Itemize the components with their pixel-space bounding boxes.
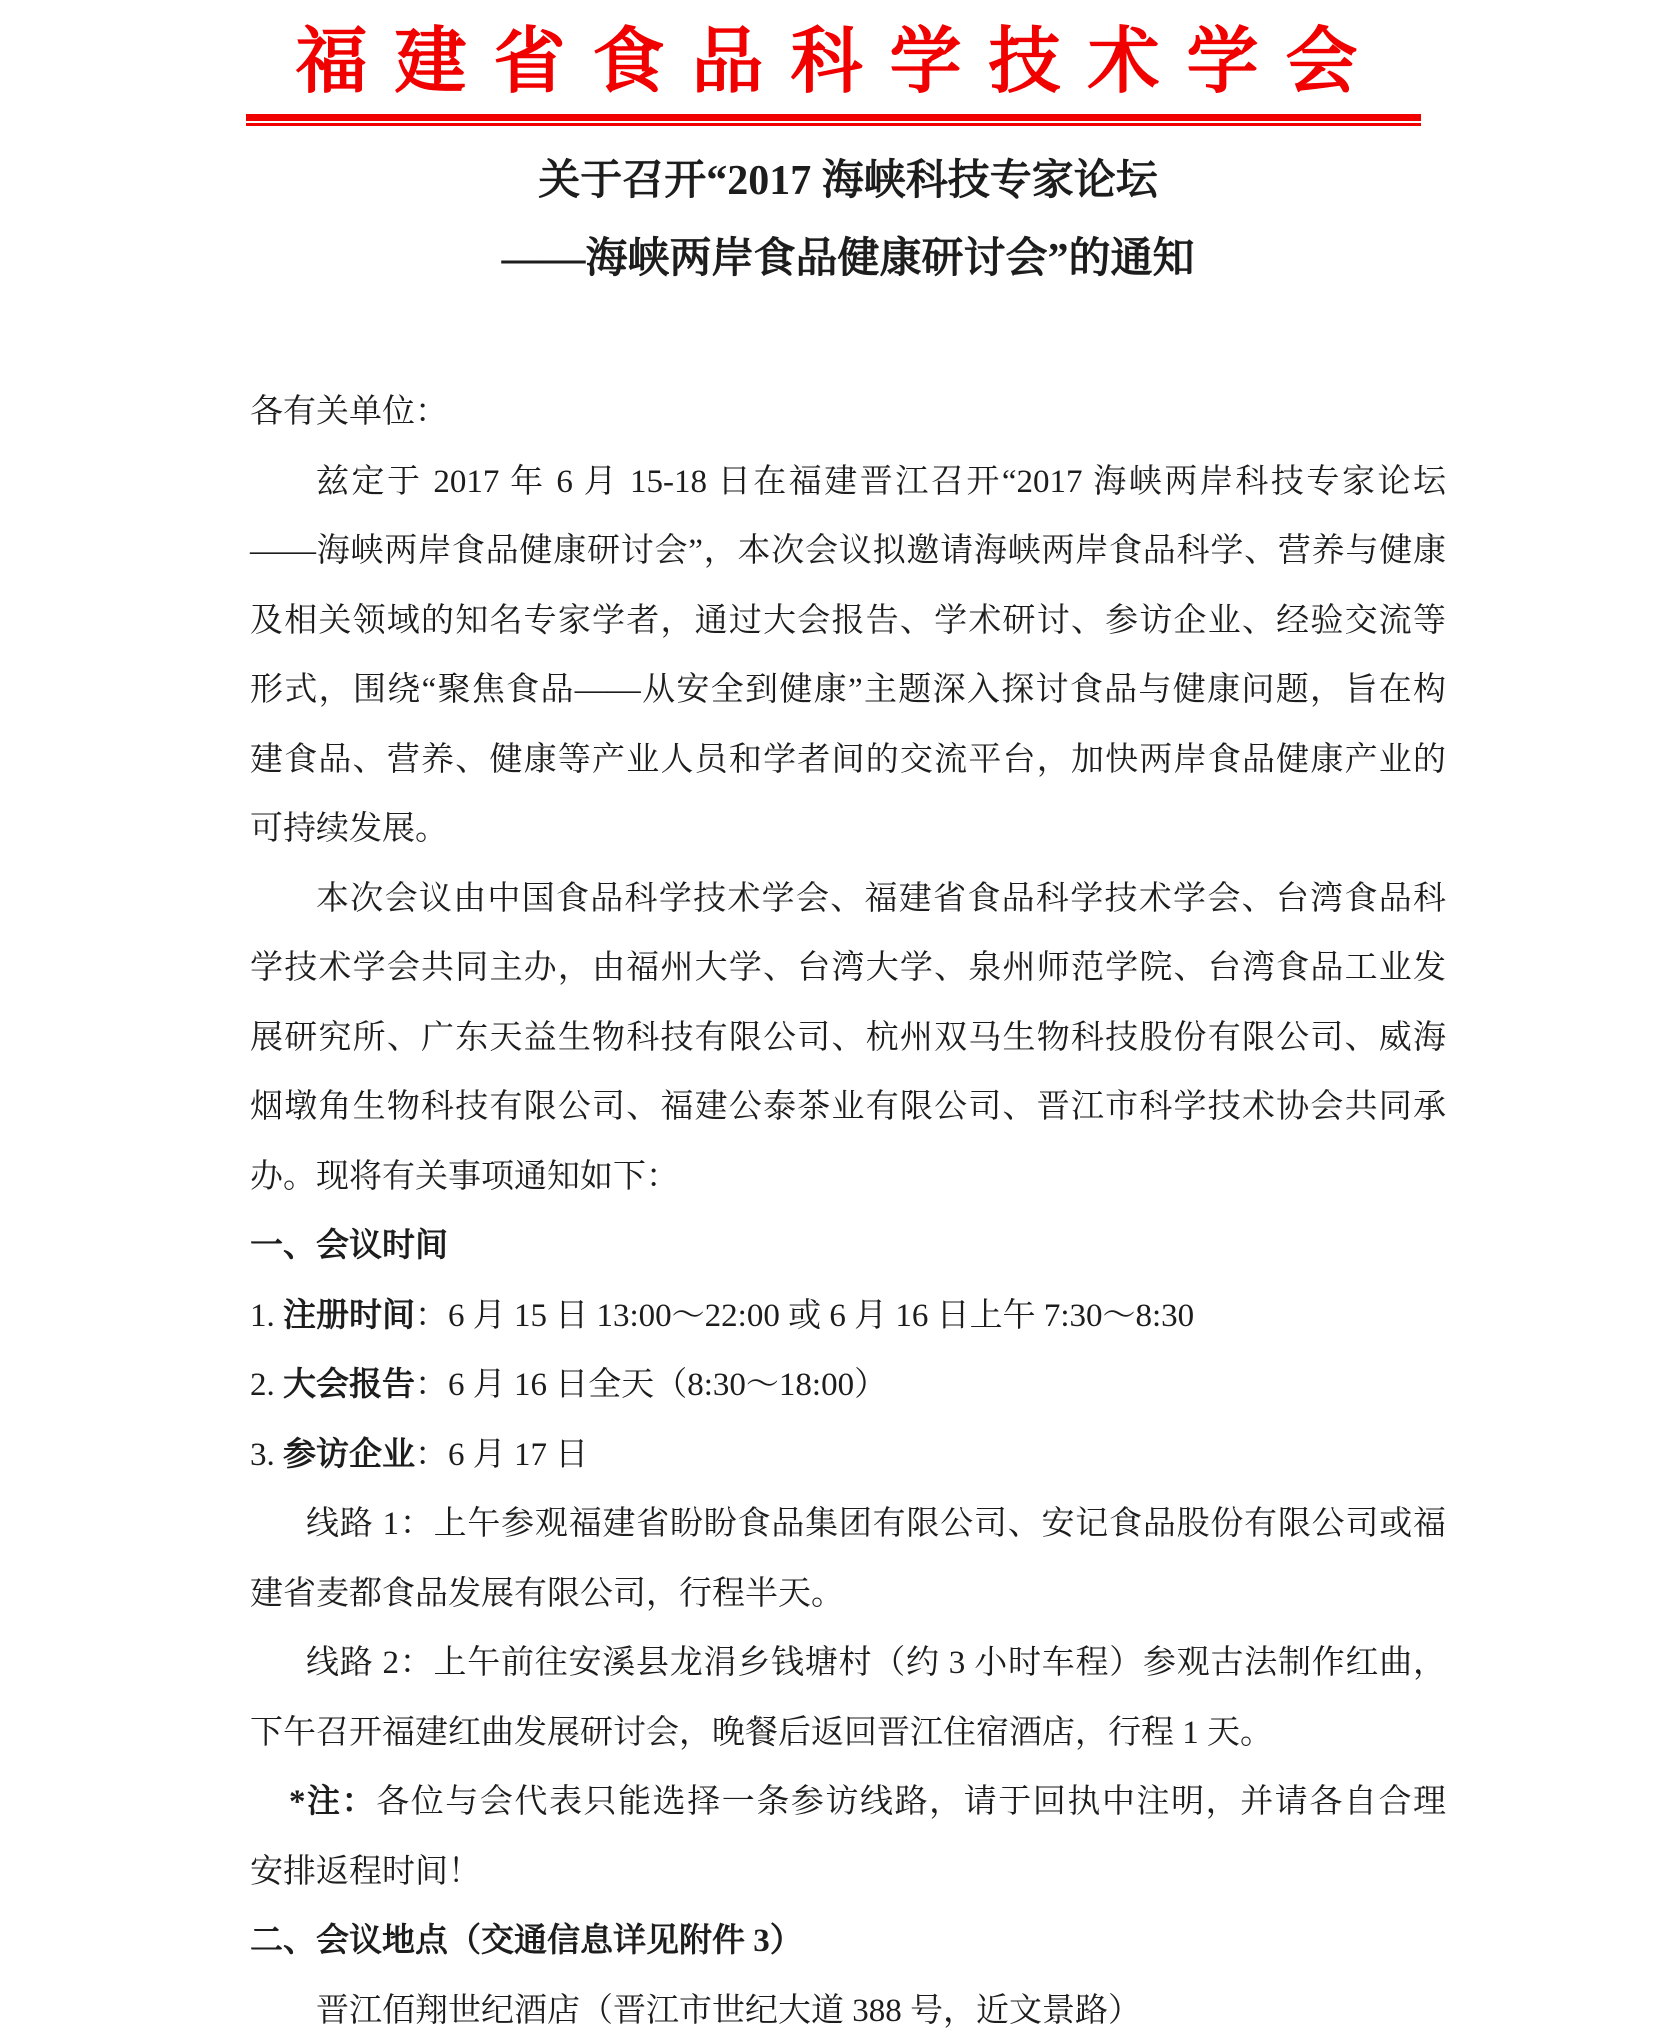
- text-run: ：6 月 17 日: [415, 1436, 589, 1473]
- doc-line: [250, 1768, 1446, 1838]
- text-run: 烟墩角生物科技有限公司、福建公泰茶业有限公司、晋江市科学技术协会共同承: [250, 1089, 1446, 1125]
- text-run: 一、会议时间: [250, 1228, 448, 1264]
- doc-line: [250, 795, 1446, 865]
- text-run: ：6 月 16 日全天（8:30～18:00）: [415, 1367, 888, 1403]
- doc-line: [250, 1212, 1446, 1282]
- text-run: *注：: [289, 1784, 377, 1820]
- doc-line: [250, 934, 1446, 1004]
- text-run: 下午召开福建红曲发展研讨会，晚餐后返回晋江住宿酒店，行程 1 天。: [250, 1714, 1273, 1751]
- text-run: 学技术学会共同主办，由福州大学、台湾大学、泉州师范学院、台湾食品工业发: [250, 950, 1446, 986]
- text-run: 建食品、营养、健康等产业人员和学者间的交流平台，加快两岸食品健康产业的: [250, 741, 1446, 778]
- text-run: 可持续发展。: [250, 811, 448, 847]
- document-body: [250, 378, 1446, 2042]
- text-run: 建省麦都食品发展有限公司，行程半天。: [250, 1575, 844, 1612]
- document-title: [250, 158, 1446, 282]
- doc-line: [250, 1004, 1446, 1074]
- doc-line: [250, 1351, 1446, 1421]
- doc-line: [250, 1073, 1446, 1143]
- doc-line: [250, 1490, 1446, 1560]
- doc-line: [250, 1143, 1446, 1213]
- text-run: ——海峡两岸食品健康研讨会”，本次会议拟邀请海峡两岸食品科学、营养与健康: [250, 533, 1446, 569]
- text-run: 2.: [250, 1367, 283, 1403]
- text-run: 本次会议由中国食品科学技术学会、福建省食品科学技术学会、台湾食品科: [316, 880, 1446, 917]
- doc-line: [250, 1907, 1446, 1977]
- text-run: 大会报告: [283, 1367, 415, 1403]
- doc-line: [250, 1282, 1446, 1352]
- text-run: 注册时间: [283, 1297, 415, 1334]
- text-run: 各位与会代表只能选择一条参访线路，请于回执中注明，并请各自合理: [376, 1784, 1447, 1820]
- organization-title: 福建省食品科学技术学会: [295, 22, 1385, 102]
- text-run: 各有关单位：: [250, 394, 448, 430]
- doc-line: [250, 1838, 1446, 1908]
- text-run: 线路 2：上午前往安溪县龙涓乡钱塘村（约 3 小时车程）参观古法制作红曲，: [306, 1645, 1446, 1681]
- header-double-rule: [246, 114, 1421, 126]
- header-rule-thin: [246, 123, 1421, 126]
- doc-line: [250, 1977, 1446, 2042]
- doc-title-line-2: ——海峡两岸食品健康研讨会”的通知: [501, 236, 1195, 282]
- doc-title-line-1: 关于召开“2017 海峡科技专家论坛: [538, 158, 1158, 204]
- text-run: 1.: [250, 1297, 283, 1334]
- text-run: 展研究所、广东天益生物科技有限公司、杭州双马生物科技股份有限公司、威海: [250, 1019, 1446, 1056]
- text-run: 二、会议地点（交通信息详见附件 3）: [250, 1923, 803, 1959]
- doc-line: [250, 1629, 1446, 1699]
- text-run: ：6 月 15 日 13:00～22:00 或 6 月 16 日上午 7:30～8:30: [415, 1297, 1195, 1334]
- header-rule-thick: [246, 114, 1421, 121]
- doc-line: [250, 726, 1446, 796]
- text-run: 线路 1：上午参观福建省盼盼食品集团有限公司、安记食品股份有限公司或福: [306, 1506, 1446, 1542]
- text-run: 参访企业: [283, 1436, 415, 1473]
- doc-line: [250, 656, 1446, 726]
- doc-line: [250, 448, 1446, 518]
- text-run: 晋江佰翔世纪酒店（晋江市世纪大道 388 号，近文景路）: [316, 1992, 1141, 2029]
- doc-line: [250, 587, 1446, 657]
- text-run: 兹定于 2017 年 6 月 15-18 日在福建晋江召开“2017 海峡两岸科技专家论坛: [316, 463, 1446, 500]
- doc-line: [250, 1560, 1446, 1630]
- doc-line: [250, 378, 1446, 448]
- doc-line: [250, 517, 1446, 587]
- doc-line: [250, 1699, 1446, 1769]
- text-run: 形式，围绕“聚焦食品——从安全到健康”主题深入探讨食品与健康问题，旨在构: [250, 672, 1446, 708]
- text-run: 安排返程时间！: [250, 1853, 481, 1890]
- text-run: 及相关领域的知名专家学者，通过大会报告、学术研讨、参访企业、经验交流等: [250, 602, 1446, 639]
- text-run: 办。现将有关事项通知如下：: [250, 1158, 679, 1195]
- text-run: 3.: [250, 1436, 283, 1473]
- doc-line: [250, 1421, 1446, 1491]
- doc-line: [250, 865, 1446, 935]
